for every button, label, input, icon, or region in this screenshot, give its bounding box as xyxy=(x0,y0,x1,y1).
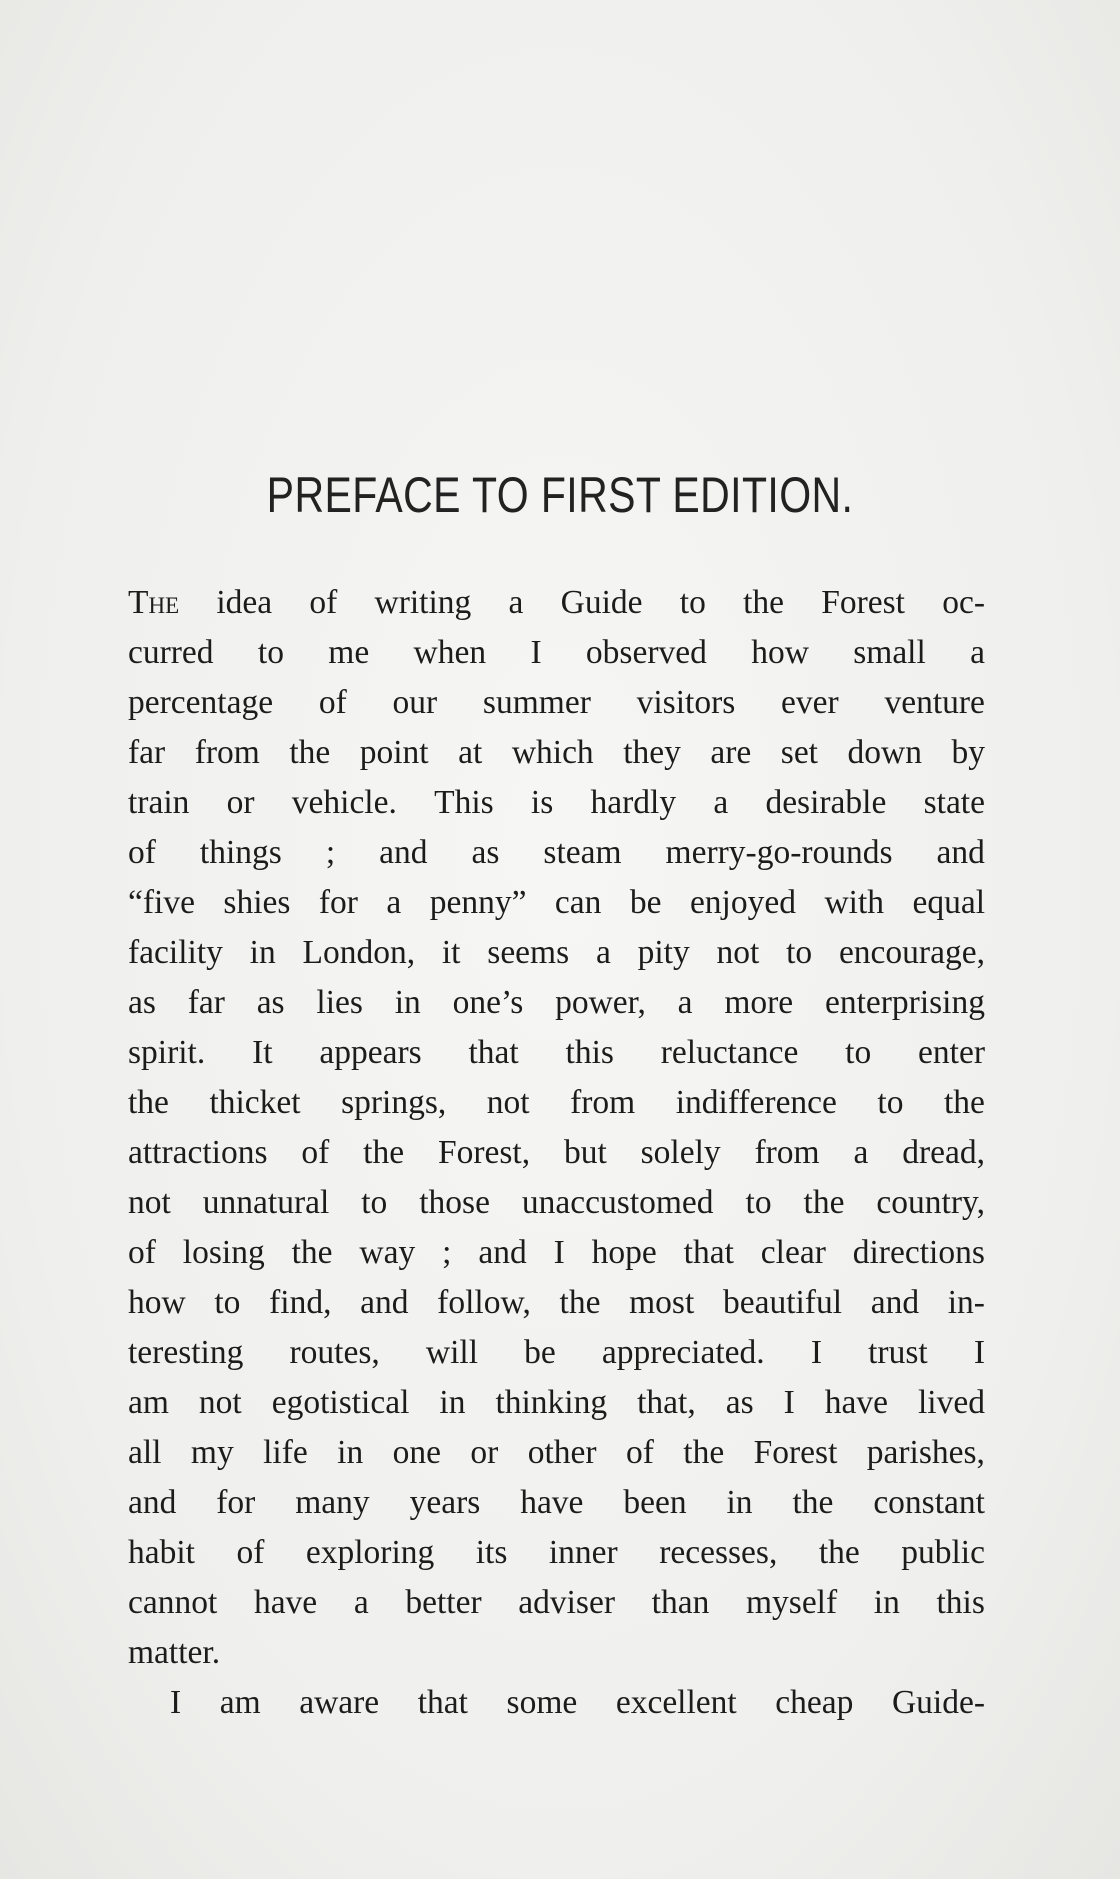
text-line: I am aware that some excellent cheap Guide- xyxy=(170,1684,985,1721)
text-line: attractions of the Forest, but solely from a dread, xyxy=(128,1134,985,1171)
paragraph-2 xyxy=(128,1678,985,1728)
text-line: all my life in one or other of the Forest parishes, xyxy=(128,1434,985,1471)
text-line: spirit. It appears that this reluctance to enter xyxy=(128,1034,985,1071)
text-line: far from the point at which they are set down by xyxy=(128,734,985,771)
text-line: and for many years have been in the constant xyxy=(128,1484,985,1521)
text-line: “five shies for a penny” can be enjoyed with equal xyxy=(128,884,985,921)
text-line: train or vehicle. This is hardly a desirable state xyxy=(128,784,985,821)
text-line: as far as lies in one’s power, a more enterprising xyxy=(128,984,985,1021)
text-line: The idea of writing a Guide to the Forest oc- xyxy=(128,584,985,621)
text-line: not unnatural to those unaccustomed to the country, xyxy=(128,1184,985,1221)
text-line: facility in London, it seems a pity not to encourage, xyxy=(128,934,985,971)
text-line: cannot have a better adviser than myself in this xyxy=(128,1584,985,1621)
text-line: the thicket springs, not from indifference to the xyxy=(128,1084,985,1121)
text-line: habit of exploring its inner recesses, the public xyxy=(128,1534,985,1571)
text-line: am not egotistical in thinking that, as I have lived xyxy=(128,1384,985,1421)
text-line: percentage of our summer visitors ever venture xyxy=(128,684,985,721)
text-line: curred to me when I observed how small a xyxy=(128,634,985,671)
page-title: PREFACE TO FIRST EDITION. xyxy=(266,467,854,523)
text-line: teresting routes, will be appreciated. I trust I xyxy=(128,1334,985,1371)
text-line: of losing the way ; and I hope that clear directions xyxy=(128,1234,985,1271)
text-line: how to find, and follow, the most beautiful and in- xyxy=(128,1284,985,1321)
text-line: matter. xyxy=(128,1634,221,1671)
text-line: of things ; and as steam merry-go-rounds and xyxy=(128,834,985,871)
paragraph-1 xyxy=(128,578,985,1678)
